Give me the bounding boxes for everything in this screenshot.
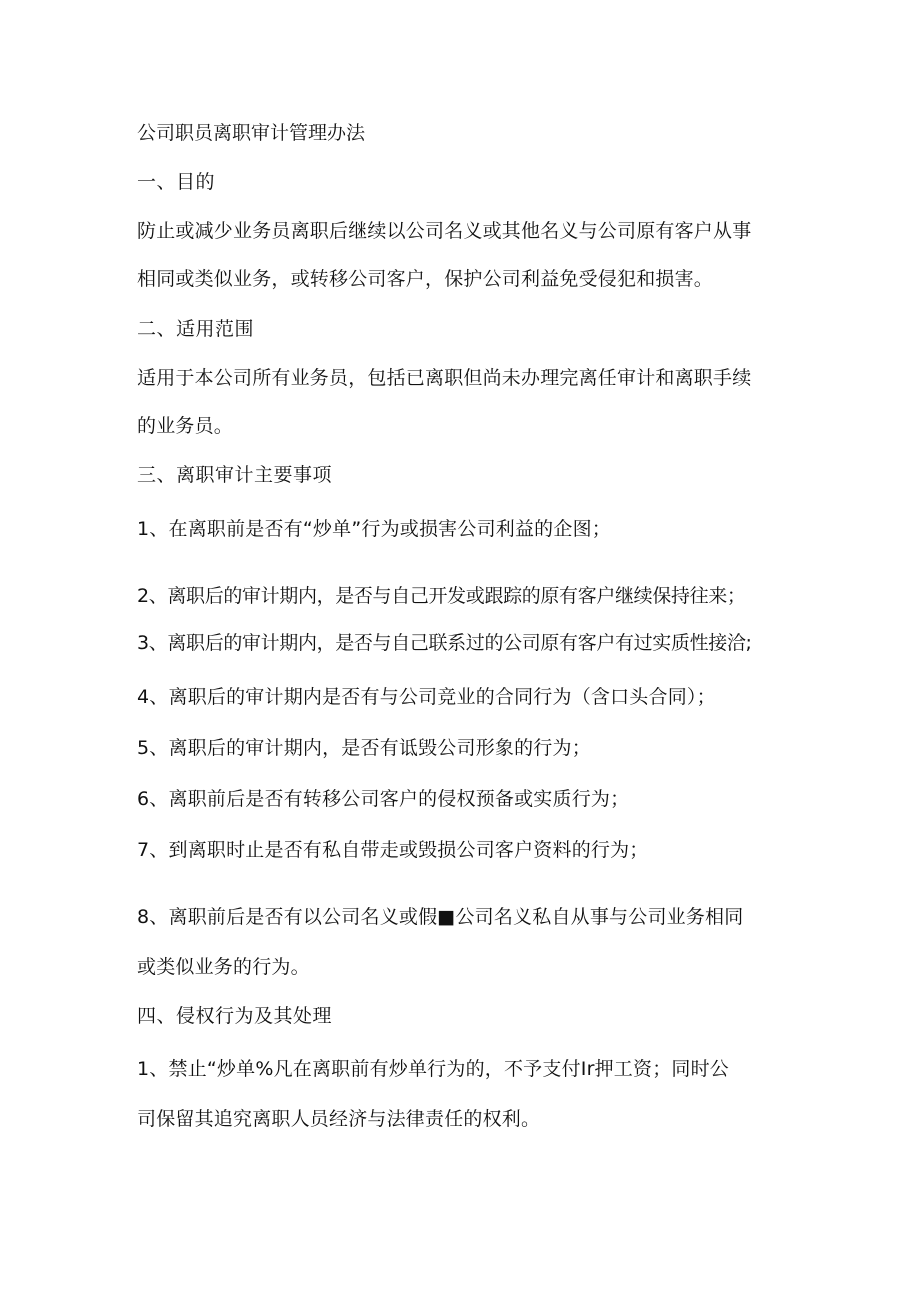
audit-item-8-line-1: 8、离职前后是否有以公司名义或假■公司名义私自从事与公司业务相同	[137, 906, 744, 928]
document-title: 公司职员离职审计管理办法	[137, 122, 366, 144]
paragraph-scope-line-2: 的业务员。	[137, 415, 234, 437]
section-heading-purpose: 一、目的	[137, 171, 216, 193]
paragraph-purpose-line-1: 防止或减少业务员离职后继续以公司名义或其他名义与公司原有客户从事	[137, 220, 752, 242]
paragraph-scope-line-1: 适用于本公司所有业务员，包括已离职但尚未办理完离任审计和离职手续	[137, 367, 752, 389]
audit-item-7: 7、到离职时止是否有私自带走或毁损公司客户资料的行为；	[137, 839, 649, 861]
audit-item-8-line-2: 或类似业务的行为。	[137, 956, 310, 978]
audit-item-6: 6、离职前后是否有转移公司客户的侵权预备或实质行为；	[137, 788, 630, 810]
section-heading-infringement: 四、侵权行为及其处理	[137, 1005, 333, 1027]
audit-item-3: 3、离职后的审计期内，是否与自己联系过的公司原有客户有过实质性接洽;	[137, 632, 752, 654]
rule-1-line-1: 1、禁止“炒单%凡在离职前有炒单行为的，不予支付Ir押工资；同时公	[137, 1058, 730, 1080]
section-heading-scope: 二、适用范围	[137, 318, 255, 340]
paragraph-purpose-line-2: 相同或类似业务，或转移公司客户，保护公司利益免受侵犯和损害。	[137, 268, 714, 290]
audit-item-4: 4、离职后的审计期内是否有与公司竞业的合同行为（含口头合同）；	[137, 686, 716, 708]
audit-item-5: 5、离职后的审计期内，是否有诋毁公司形象的行为；	[137, 737, 591, 759]
audit-item-2: 2、离职后的审计期内，是否与自己开发或跟踪的原有客户继续保持往来；	[137, 585, 746, 607]
audit-item-1: 1、在离职前是否有“炒单”行为或损害公司利益的企图；	[137, 518, 611, 540]
section-heading-audit-items: 三、离职审计主要事项	[137, 464, 333, 486]
rule-1-line-2: 司保留其追究离职人员经济与法律责任的权利。	[137, 1108, 541, 1130]
